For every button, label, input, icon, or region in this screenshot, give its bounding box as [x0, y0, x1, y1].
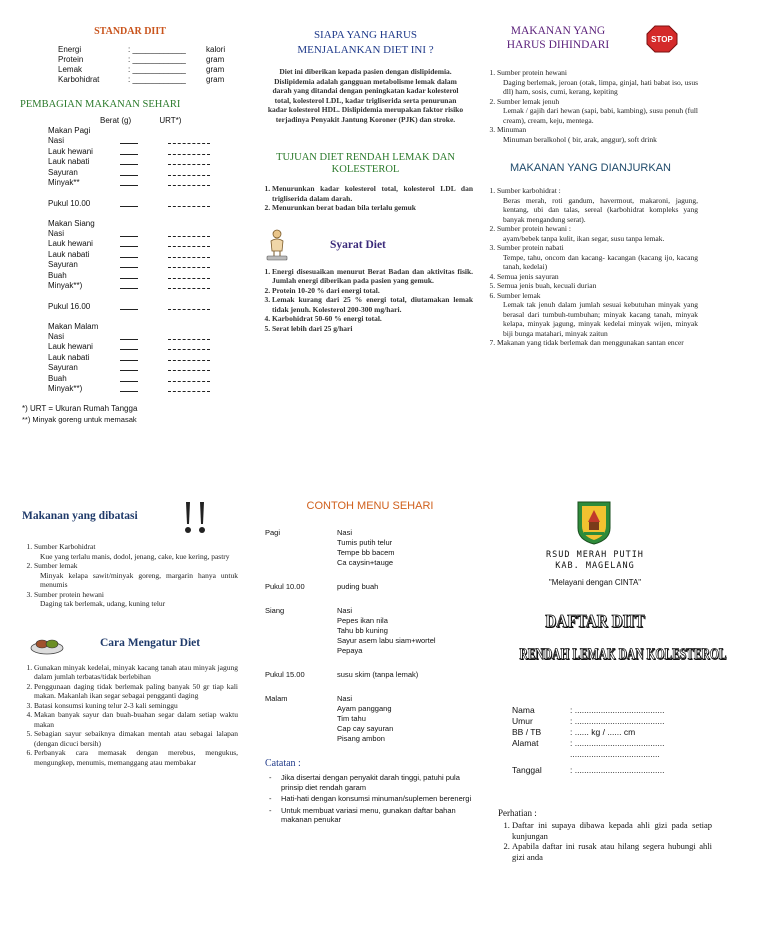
dibatasi-list [20, 542, 238, 609]
cara-list [20, 663, 238, 768]
standar-label: Karbohidrat [58, 75, 100, 84]
standar-blank: : ____________ [128, 75, 186, 84]
pembagian-section-title [48, 302, 250, 312]
pembagian-row [48, 363, 250, 374]
tujuan-item: 2. Menurunkan berat badan bila terlalu gemuk [272, 203, 473, 213]
pembagian-item: Sayuran [48, 260, 78, 269]
cara-item: 3. Batasi konsumsi kuning telur 2-3 kali seminggu [34, 701, 238, 711]
cara-item: 1. Gunakan minyak kedelai, minyak kacang tanah atau minyak jagung dalam jumlah terbatas/tidak berlebihan [34, 663, 238, 682]
blank-urt [168, 239, 210, 247]
footnote-urt: *) URT = Ukuran Rumah Tangga [22, 404, 138, 413]
pembagian-row [48, 178, 250, 189]
standar-blank: : ____________ [128, 45, 186, 54]
menu-items [337, 582, 378, 592]
dibatasi-item [34, 561, 238, 590]
blank-urt [168, 281, 210, 289]
cover-title [490, 610, 727, 666]
blank-urt [168, 353, 210, 361]
menu-time: Malam [265, 694, 288, 703]
menu-item: Ayam panggang [337, 704, 392, 713]
pembagian-item: Minyak** [48, 178, 80, 187]
dibatasi-item-text: Daging tak berlemak, udang, kuning telur [40, 599, 166, 608]
tujuan-list [258, 184, 473, 213]
blank-berat [120, 250, 138, 258]
blank-berat [120, 271, 138, 279]
col-urt: URT*) [159, 116, 182, 125]
blank-urt [168, 342, 210, 350]
pembagian-row [48, 271, 250, 282]
syarat-item: 2. Protein 10-20 % dari energi total. [272, 286, 473, 296]
cover-field-row [512, 749, 664, 760]
menu-row [265, 606, 475, 656]
cover-title-line2: RENDAH LEMAK DAN KOLESTEROL [519, 646, 727, 663]
blank-berat [120, 199, 138, 207]
food-plate-icon [30, 633, 64, 655]
catatan-text: Untuk membuat variasi menu, gunakan daftar bahan makanan penukar [281, 805, 456, 824]
pembagian-section-title [48, 322, 250, 332]
blank-urt [168, 199, 210, 207]
blank-urt [168, 178, 210, 186]
pembagian-row [48, 239, 250, 250]
hospital-name [490, 550, 700, 572]
menu-item: Tahu bb kuning [337, 626, 388, 635]
cara-item: 5. Sebagian sayur sebaiknya dimakan mentah atau sebagai lalapan (dengan dicuci bersih) [34, 729, 238, 748]
menu-item: puding buah [337, 582, 379, 591]
dibatasi-item [34, 590, 238, 609]
dianjurkan-item-text: Lemak tak jenuh dalam jumlah sesuai kebutuhan minyak yang berasal dari tumbuh-tumbuhan; minyak kacang tanah, minyak kelapa, minyak jagung, minyak kedelai minyak wijen, minyak biji bunga matahari, minyak zaitun [503, 300, 698, 338]
stop-sign-icon [645, 24, 679, 54]
standar-table [58, 45, 225, 85]
blank-urt [168, 147, 210, 155]
perhatian-title: Perhatian : [498, 808, 537, 818]
cover-field-label: Nama [512, 705, 535, 715]
standar-title: STANDAR DIIT [94, 26, 166, 37]
catatan-list [265, 773, 475, 825]
cover-field-row [512, 727, 664, 738]
motto: "Melayani dengan CINTA" [548, 578, 642, 587]
col-berat: Berat (g) [100, 116, 132, 125]
catatan-text: Hati-hati dengan konsumsi minuman/suplemen berenergi [281, 794, 472, 803]
pembagian-row [48, 342, 250, 353]
standar-unit: gram [206, 75, 225, 84]
cover-field-row [512, 760, 664, 776]
cover-field-label: Alamat [512, 738, 539, 748]
kabupaten-logo [574, 500, 614, 546]
blank-urt [168, 384, 210, 392]
syarat-item: 5. Serat lebih dari 25 g/hari [272, 324, 473, 334]
menu-row [265, 670, 475, 680]
pembagian-item: Minyak**) [48, 281, 83, 290]
pembagian-section-title [48, 126, 250, 136]
pembagian-row [48, 168, 250, 179]
section-title-text: Makan Siang [48, 218, 95, 228]
catatan-title: Catatan : [265, 758, 301, 769]
blank-berat [120, 147, 138, 155]
syarat-item: 4. Karbohidrat 50-60 % energi total. [272, 314, 473, 324]
pembagian-row [48, 281, 250, 292]
pembagian-row [48, 136, 250, 147]
blank-berat [120, 260, 138, 268]
pembagian-item: Lauk hewani [48, 146, 93, 156]
cover-field-row [512, 705, 664, 716]
cover-field-label: Umur [512, 716, 533, 726]
pembagian-row [48, 157, 250, 168]
cara-item: 4. Makan banyak sayur dan buah-buahan segar dalam setiap waktu makan [34, 710, 238, 729]
pembagian-item: Nasi [48, 228, 65, 238]
dianjurkan-item-head: Semua jenis sayuran [497, 271, 559, 281]
standar-row [58, 55, 225, 65]
standar-row [58, 65, 225, 75]
panel-dihindari [483, 24, 698, 348]
perhatian-item: 2. Apabila daftar ini rusak atau hilang segera hubungi ahli gizi anda [512, 841, 712, 862]
dibatasi-title: Makanan yang dibatasi [22, 510, 138, 522]
dibatasi-header [20, 500, 238, 538]
menu-row [265, 582, 475, 592]
blank-berat [120, 178, 138, 186]
section-title-text: Pukul 16.00 [48, 301, 91, 311]
pembagian-row [48, 384, 250, 395]
standar-label: Protein [58, 55, 84, 64]
dianjurkan-item-text: Tempe, tahu, oncom dan kacang- kacangan (kacang ijo, kacang tanah, kedelai) [503, 252, 698, 271]
cover-field-value: ...................................... [570, 749, 660, 759]
menu-item: Pepaya [337, 646, 363, 655]
dibatasi-item-head: Sumber protein hewani [34, 589, 104, 599]
blank-urt [168, 332, 210, 340]
menu-row [265, 528, 475, 568]
menu-item: Tim tahu [337, 714, 366, 723]
standar-blank: : ____________ [128, 55, 186, 64]
cover-field-row [512, 738, 664, 749]
blank-urt [168, 374, 210, 382]
dianjurkan-item-head: Semua jenis buah, kecuali durian [497, 281, 597, 290]
pembagian-row [48, 353, 250, 364]
blank-berat [120, 157, 138, 165]
menu-items [337, 694, 393, 744]
pembagian-section-title [48, 199, 250, 209]
pembagian-sections [20, 126, 250, 395]
standar-row [58, 75, 225, 85]
pembagian-row [48, 374, 250, 385]
standar-unit: gram [206, 65, 225, 74]
section-title-text: Pukul 10.00 [48, 198, 91, 208]
dianjurkan-item-head: Sumber lemak [497, 290, 541, 300]
panel-contoh [265, 500, 475, 825]
menu-row [265, 694, 475, 744]
pembagian-item: Nasi [48, 136, 65, 145]
blank-berat [120, 168, 138, 176]
contoh-title: CONTOH MENU SEHARI [306, 500, 434, 512]
menu-items [337, 606, 436, 656]
scale-person-icon [264, 229, 290, 261]
catatan-item [269, 794, 475, 804]
catatan-text: Jika disertai dengan penyakit darah tinggi, patuhi pula prinsip diet rendah garam [281, 773, 460, 792]
menu-item: Nasi [337, 694, 353, 703]
dianjurkan-item-head: Makanan yang tidak berlemak dan menggunakan santan encer [497, 338, 684, 347]
pembagian-item: Buah [48, 270, 67, 280]
pembagian-item: Nasi [48, 331, 65, 341]
syarat-title: Syarat Diet [330, 238, 386, 251]
pembagian-item: Lauk hewani [48, 239, 93, 248]
panel-dibatasi [20, 500, 238, 767]
cara-item: 2. Penggunaan daging tidak berlemak paling banyak 50 gr tiap kali makan. Makanlah ikan segar sebagai pengganti daging [34, 682, 238, 701]
dianjurkan-item-text: Beras merah, roti gandum, havermout, makaroni, jagung, kentang, ubi dan talas, sereal (karbohidrat kompleks yang banyak mengandung serat). [503, 195, 698, 224]
perhatian-item: 1. Daftar ini supaya dibawa kepada ahli gizi pada setiap kunjungan [512, 820, 712, 841]
dibatasi-item-head: Sumber Karbohidrat [34, 542, 96, 551]
svg-text:STOP: STOP [651, 35, 673, 44]
blank-berat [120, 353, 138, 361]
dianjurkan-list [483, 186, 698, 348]
bullet-dash: - [269, 794, 272, 803]
pembagian-row [48, 229, 250, 240]
menu-item: Cap cay sayuran [337, 724, 394, 733]
pembagian-item: Lauk hewani [48, 342, 93, 351]
syarat-list [258, 267, 473, 334]
menu-time: Pagi [265, 528, 281, 537]
pembagian-item: Lauk nabati [48, 352, 90, 362]
pembagian-item: Sayuran [48, 363, 78, 372]
cover-field-label [512, 749, 570, 760]
dibatasi-item-text: Minyak kelapa sawit/minyak goreng, margarin hanya untuk menumis [40, 570, 238, 589]
cover-field-value: : ...... kg / ...... cm [570, 727, 636, 737]
menu-item: Ca caysin+tauge [337, 558, 394, 567]
pembagian-section [48, 199, 250, 209]
dihindari-item [497, 68, 698, 97]
cover-field-value: : ...................................... [570, 738, 665, 748]
menu-item: Nasi [337, 606, 353, 615]
blank-berat [120, 302, 138, 310]
blank-urt [168, 260, 210, 268]
standar-unit: kalori [206, 45, 226, 54]
bullet-dash: - [269, 805, 272, 815]
dihindari-item-text: Minuman beralkohol ( bir, arak, anggur), soft drink [503, 134, 657, 144]
standar-row [58, 45, 225, 55]
cover-field-value: : ...................................... [570, 765, 665, 775]
cover-field-value: : ...................................... [570, 716, 665, 726]
pembagian-section [48, 302, 250, 312]
dianjurkan-item-head: Sumber karbohidrat : [497, 186, 561, 195]
pembagian-row [48, 250, 250, 261]
cover-field-row [512, 716, 664, 727]
hospital-line2: KAB. MAGELANG [555, 561, 635, 571]
blank-urt [168, 136, 210, 144]
menu-items [337, 670, 418, 680]
dibatasi-item [34, 542, 238, 561]
blank-urt [168, 250, 210, 258]
pembagian-header [20, 116, 250, 126]
standar-label: Energi [58, 45, 82, 54]
catatan-item [269, 773, 475, 792]
cover-field-label: Tanggal [512, 765, 542, 775]
pembagian-row [48, 260, 250, 271]
cover-field-value: : ...................................... [570, 705, 665, 715]
bullet-dash: - [269, 773, 272, 782]
siapa-title-line1: SIAPA YANG HARUS [313, 29, 418, 41]
hospital-line1: RSUD MERAH PUTIH [546, 550, 644, 560]
menu-item: Tempe bb bacem [337, 548, 395, 557]
pembagian-item: Lauk nabati [48, 249, 90, 259]
dihindari-item-head: Sumber lemak jenuh [497, 96, 560, 106]
exclamation-icon [180, 500, 210, 536]
siapa-title-line2: MENJALANKAN DIET INI ? [297, 44, 434, 56]
blank-berat [120, 136, 138, 144]
cara-item: 6. Perbanyak cara memasak dengan merebus, mengukus, mengungkep, menumis, memanggang atau membakar [34, 748, 238, 767]
standar-blank: : ____________ [128, 65, 186, 74]
pembagian-title: PEMBAGIAN MAKANAN SEHARI [20, 99, 181, 110]
menu-time: Siang [265, 606, 285, 615]
pembagian-item: Lauk nabati [48, 157, 90, 166]
blank-berat [120, 384, 138, 392]
dibatasi-item-head: Sumber lemak [34, 561, 78, 570]
dihindari-header [483, 24, 698, 58]
section-title-text: Makan Malam [48, 321, 99, 331]
contoh-rows [265, 528, 475, 744]
pembagian-row [48, 147, 250, 158]
pembagian-item: Buah [48, 373, 67, 383]
blank-urt [168, 229, 210, 237]
panel-siapa [258, 28, 473, 333]
tujuan-item: 1. Menurunkan kadar kolesterol total, kolesterol LDL dan trigliserida dalam darah. [272, 184, 473, 203]
dianjurkan-item-head: Sumber protein hewani : [497, 224, 571, 233]
menu-time: Pukul 15.00 [265, 670, 305, 679]
dihindari-item-text: Daging berlemak, jeroan (otak, limpa, ginjal, hati babat iso, usus dll) ham, sosis, cumi, kerang, kepiting [503, 77, 698, 96]
blank-urt [168, 168, 210, 176]
blank-berat [120, 332, 138, 340]
dihindari-item-head: Minuman [497, 125, 527, 134]
dihindari-item-text: Lemak / gajih dari hewan (sapi, babi, kambing), susu penuh (full cream), cream, keju, mentega. [503, 106, 698, 125]
panel-standar [20, 26, 250, 424]
menu-item: Nasi [337, 528, 353, 537]
dianjurkan-item [497, 272, 698, 282]
menu-time: Pukul 10.00 [265, 582, 305, 591]
menu-item: Pisang ambon [337, 734, 385, 743]
standar-label: Lemak [58, 65, 83, 74]
dianjurkan-item-head: Sumber protein nabati [497, 243, 564, 252]
pembagian-section [48, 322, 250, 395]
dianjurkan-item [497, 224, 698, 243]
blank-berat [120, 342, 138, 350]
menu-item: Pepes ikan nila [337, 616, 388, 625]
dihindari-list [483, 68, 698, 144]
dibatasi-item-text: Kue yang terlalu manis, dodol, jenang, cake, kue kering, pastry [40, 551, 230, 561]
menu-item: susu skim (tanpa lemak) [337, 670, 419, 679]
dianjurkan-item [497, 243, 698, 272]
siapa-body: Diet ini diberikan kepada pasien dengan dislipidemia. Dislipidemia adalah gangguan metabolisme lemak dalam darah yang ditandai dengan peningkatan kadar kolesterol total, kolesterol LDL, kadar trigliserida serta penurunan kadar kolesterol HDL. Dislipidemia merupakan faktor risiko terjadinya Penyakit Jantung Koroner (PJK) dan stroke. [267, 67, 464, 124]
blank-berat [120, 239, 138, 247]
cover-fields [512, 705, 664, 776]
tujuan-title: TUJUAN DIET RENDAH LEMAK DAN KOLESTEROL [276, 152, 455, 175]
dihindari-title [483, 24, 633, 52]
siapa-title [258, 28, 473, 58]
dianjurkan-title: MAKANAN YANG DIANJURKAN [510, 162, 671, 174]
dianjurkan-item [497, 338, 698, 348]
cara-header [20, 631, 238, 657]
dianjurkan-item-text: ayam/bebek tanpa kulit, ikan segar, susu tanpa lemak. [503, 233, 665, 243]
pembagian-item: Minyak**) [48, 384, 83, 393]
standar-unit: gram [206, 55, 225, 64]
dihindari-item [497, 97, 698, 126]
blank-berat [120, 363, 138, 371]
blank-urt [168, 302, 210, 310]
syarat-item: 1. Energi disesuaikan menurut Berat Badan dan aktivitas fisik. Jumlah energi diberikan pada pasien yang gemuk. [272, 267, 473, 286]
blank-urt [168, 271, 210, 279]
dianjurkan-item [497, 291, 698, 339]
dihindari-item-head: Sumber protein hewani [497, 68, 567, 77]
syarat-header [258, 229, 473, 263]
menu-items [337, 528, 395, 568]
pembagian-section [48, 219, 250, 292]
dianjurkan-item [497, 281, 698, 291]
footnote-minyak: **) Minyak goreng untuk memasak [22, 415, 137, 424]
pembagian-section [48, 126, 250, 189]
pembagian-row [48, 332, 250, 343]
cover-title-line1: DAFTAR DIIT [545, 611, 645, 631]
dihindari-item [497, 125, 698, 144]
menu-item: Sayur asem labu siam+wortel [337, 636, 436, 645]
cara-title: Cara Mengatur Diet [100, 636, 201, 649]
catatan-item [269, 806, 475, 825]
blank-berat [120, 229, 138, 237]
pembagian-section-title [48, 219, 250, 229]
blank-berat [120, 374, 138, 382]
blank-urt [168, 157, 210, 165]
dihindari-title-line1: MAKANAN YANG [510, 25, 606, 37]
blank-berat [120, 281, 138, 289]
pembagian-item: Sayuran [48, 167, 78, 177]
section-title-text: Makan Pagi [48, 126, 91, 135]
syarat-item: 3. Lemak kurang dari 25 % energi total, diutamakan lemak tidak jenuh. Kolesterol 200-300 mg/hari. [272, 295, 473, 314]
menu-item: Tumis putih telur [337, 538, 393, 547]
blank-urt [168, 363, 210, 371]
cover-field-label: BB / TB [512, 727, 542, 737]
dianjurkan-item [497, 186, 698, 224]
perhatian-list [498, 820, 712, 862]
dihindari-title-line2: HARUS DIHINDARI [506, 39, 610, 51]
